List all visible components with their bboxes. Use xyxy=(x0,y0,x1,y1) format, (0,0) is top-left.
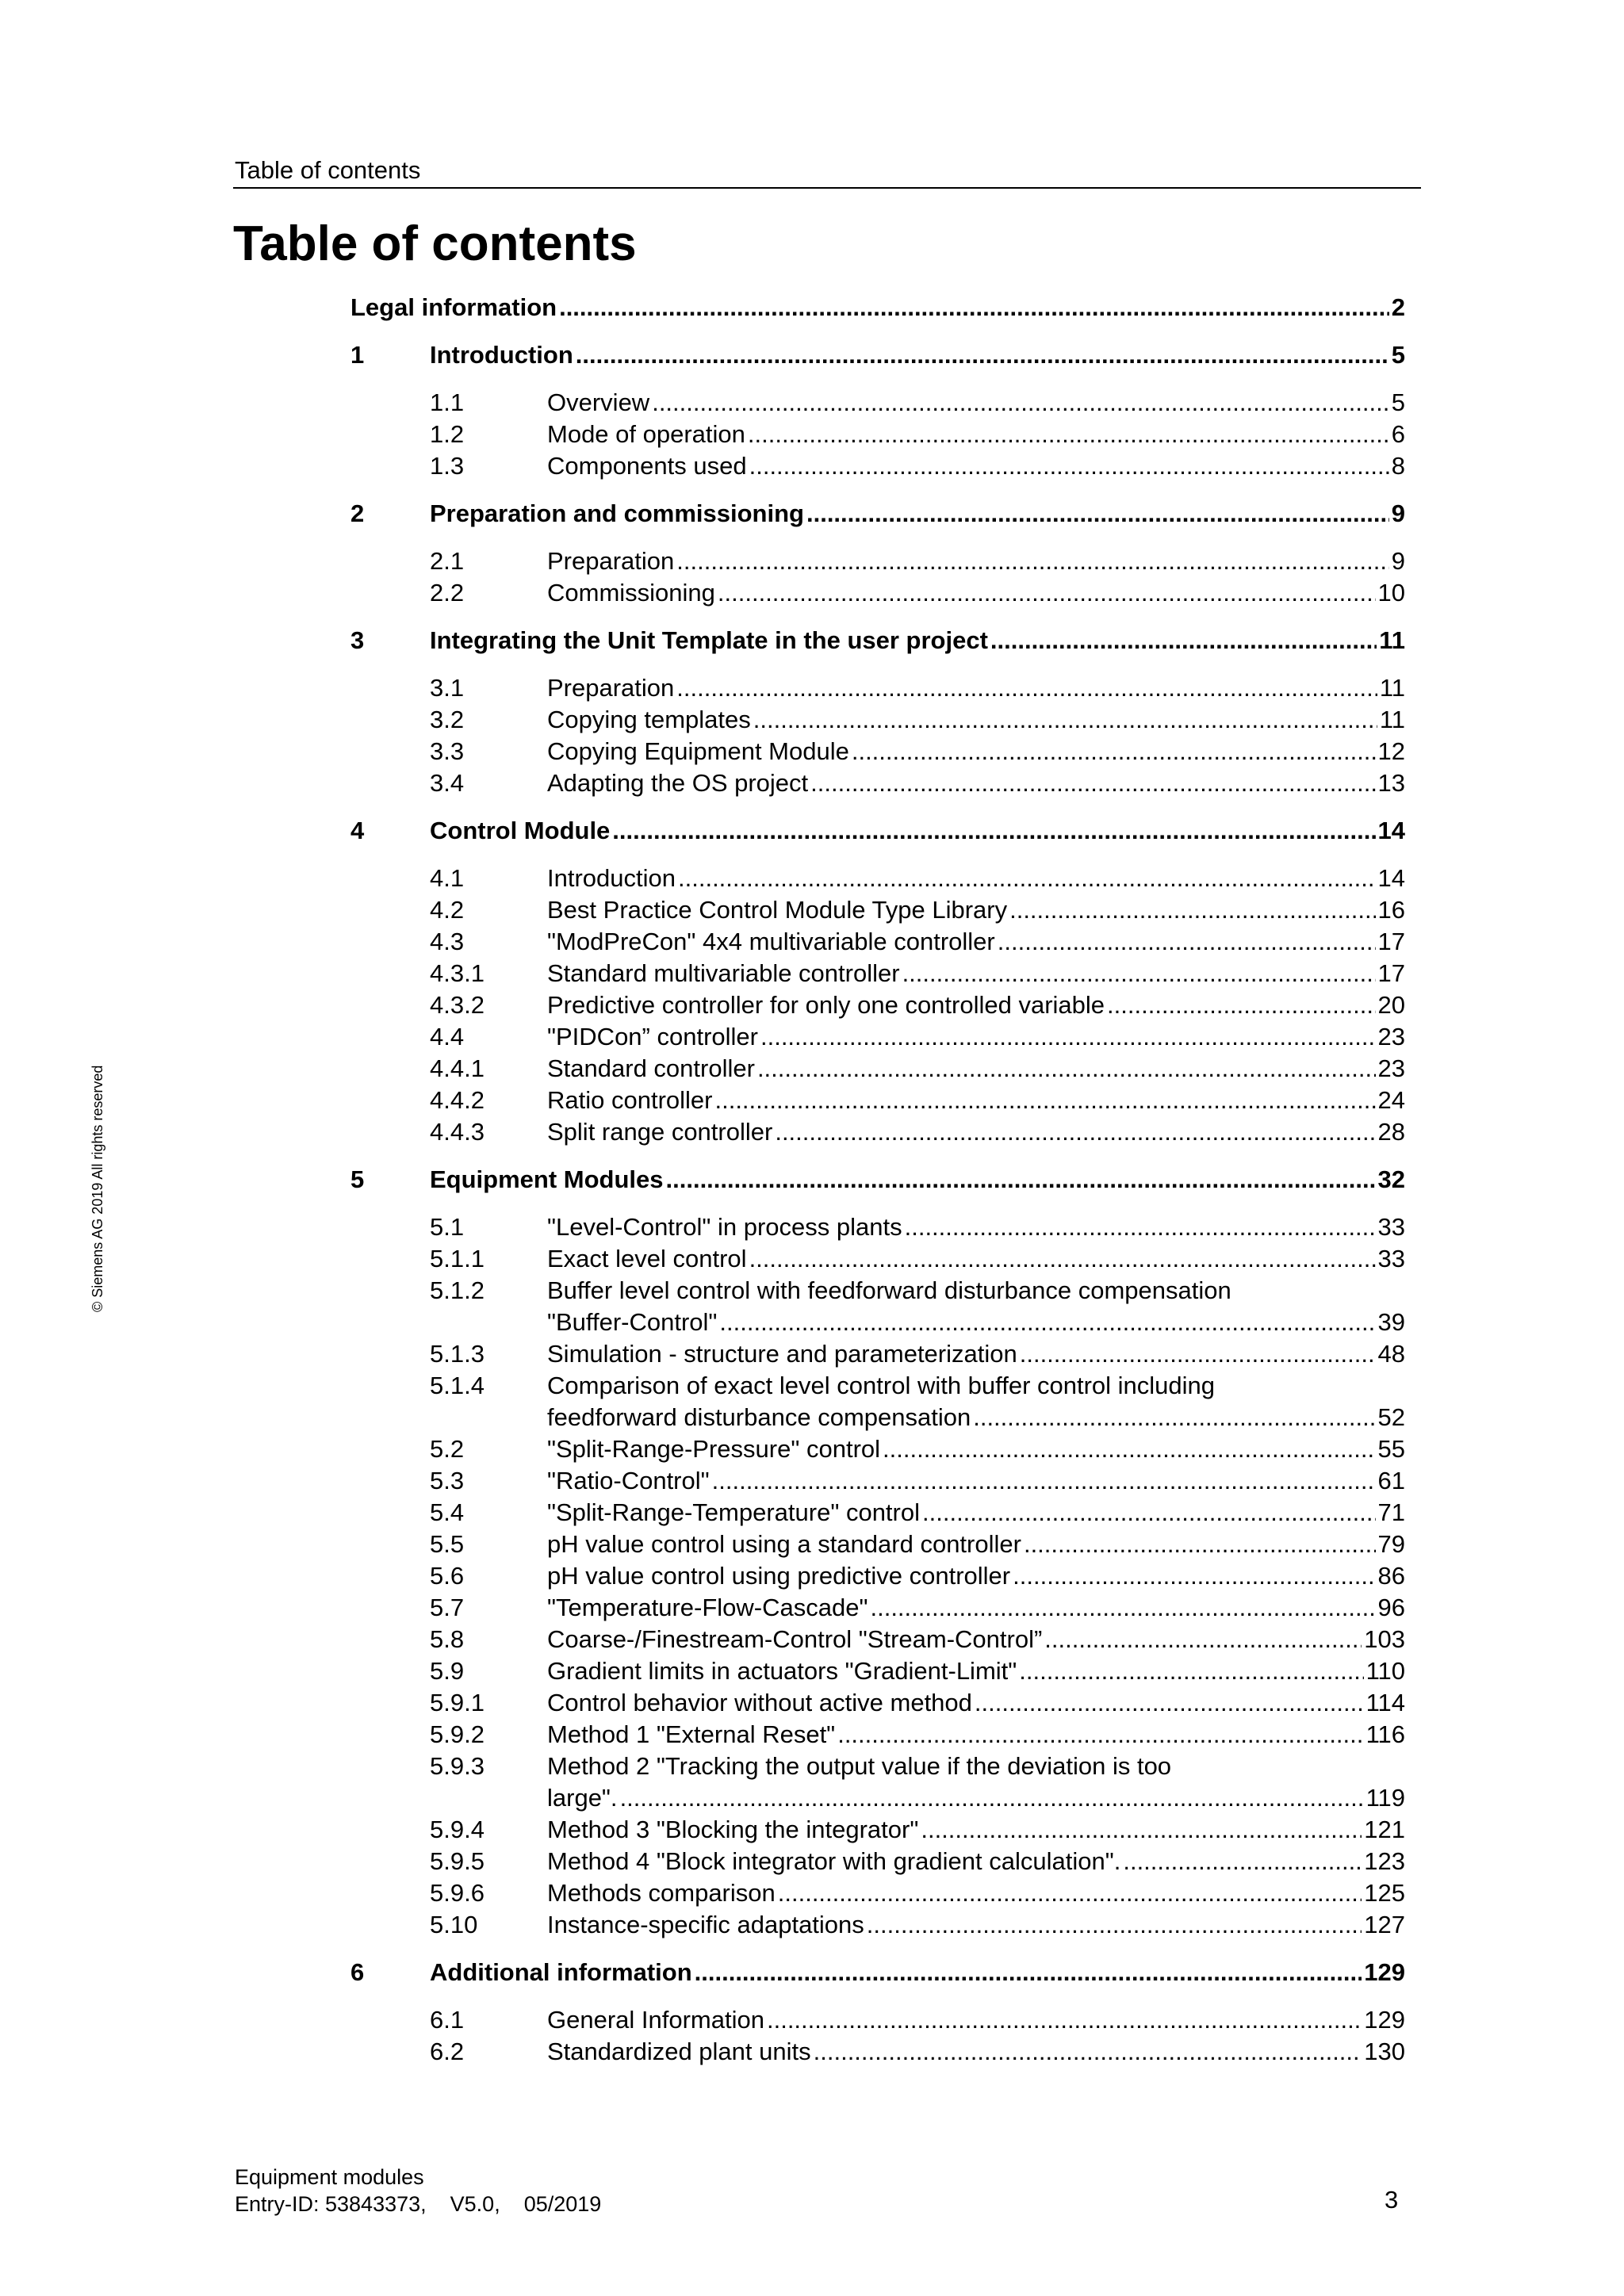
toc-section[interactable] xyxy=(350,1053,1405,1085)
toc-section-number: 4.4.2 xyxy=(430,1086,485,1114)
toc-section-page: 52 xyxy=(1377,1403,1405,1431)
toc-chapter-title: Integrating the Unit Template in the user project xyxy=(430,626,988,654)
toc-section-page: 48 xyxy=(1377,1340,1405,1368)
toc-section-number: 5.4 xyxy=(430,1498,465,1526)
toc-section-number: 4.2 xyxy=(430,896,465,924)
toc-section[interactable] xyxy=(350,1877,1405,1909)
toc-section-page: 9 xyxy=(1391,547,1405,575)
toc-section-title-cont: feedforward disturbance compensation xyxy=(547,1403,971,1431)
toc-chapter-number: 2 xyxy=(350,499,365,527)
toc-section-title: "PIDCon” controller xyxy=(547,1023,758,1050)
toc-chapter-title: Preparation and commissioning xyxy=(430,499,804,527)
toc-section-page: 17 xyxy=(1377,959,1405,987)
toc-section-title: pH value control using a standard controller xyxy=(547,1530,1021,1558)
toc-section[interactable] xyxy=(350,1497,1405,1529)
toc-section-number: 5.9.6 xyxy=(430,1879,485,1907)
toc-section-page: 6 xyxy=(1391,420,1405,448)
toc-section-page: 119 xyxy=(1365,1784,1405,1812)
toc-section-number: 5.10 xyxy=(430,1911,478,1938)
toc-section-number: 5.1 xyxy=(430,1213,465,1241)
toc-entry-page: 2 xyxy=(1391,293,1405,321)
toc-section[interactable] xyxy=(350,1687,1405,1719)
toc-section-title: "ModPreCon" 4x4 multivariable controller xyxy=(547,928,995,955)
toc-chapter-page: 32 xyxy=(1377,1165,1405,1193)
toc-section-title: Best Practice Control Module Type Library xyxy=(547,896,1008,924)
toc-section[interactable] xyxy=(350,863,1405,894)
toc-section[interactable] xyxy=(350,1560,1405,1592)
toc-section-page: 11 xyxy=(1379,674,1405,702)
toc-section-number: 5.9.2 xyxy=(430,1720,485,1748)
toc-section[interactable] xyxy=(350,1243,1405,1275)
toc-section-page: 96 xyxy=(1377,1594,1405,1621)
toc-chapter[interactable] xyxy=(350,339,1405,371)
toc-section[interactable] xyxy=(350,1433,1405,1465)
toc-chapter[interactable] xyxy=(350,1164,1405,1196)
toc-section-title: General Information xyxy=(547,2006,764,2034)
toc-section[interactable] xyxy=(350,1655,1405,1687)
toc-chapter-title: Equipment Modules xyxy=(430,1165,664,1193)
toc-section-page: 39 xyxy=(1377,1308,1405,1336)
toc-section-page: 23 xyxy=(1377,1054,1405,1082)
toc-section[interactable] xyxy=(350,1814,1405,1846)
toc-section-title: Components used xyxy=(547,452,747,480)
toc-section-title: Comparison of exact level control with buffer control including xyxy=(547,1372,1216,1399)
toc-section-title: Method 2 "Tracking the output value if the deviation is too xyxy=(547,1752,1172,1780)
toc-section-title: Preparation xyxy=(547,674,675,702)
toc-section-number: 4.1 xyxy=(430,864,465,892)
toc-section-number: 1.1 xyxy=(430,388,465,416)
toc-section-title: "Split-Range-Temperature" control xyxy=(547,1498,920,1526)
toc-section[interactable] xyxy=(350,1465,1405,1497)
toc-section[interactable] xyxy=(350,1370,1405,1433)
toc-section-title: "Temperature-Flow-Cascade" xyxy=(547,1594,868,1621)
toc-section-number: 3.3 xyxy=(430,737,465,765)
toc-section-number: 3.1 xyxy=(430,674,465,702)
toc-section[interactable] xyxy=(350,894,1405,926)
toc-section[interactable] xyxy=(350,545,1405,577)
toc-section[interactable] xyxy=(350,1116,1405,1148)
toc-section-number: 2.1 xyxy=(430,547,465,575)
page-title: Table of contents xyxy=(233,216,637,271)
toc-chapter-title: Introduction xyxy=(430,341,573,369)
toc-section[interactable] xyxy=(350,1624,1405,1655)
toc-section-title: Standardized plant units xyxy=(547,2038,811,2065)
toc-section[interactable] xyxy=(350,1338,1405,1370)
toc-section-title: "Level-Control" in process plants xyxy=(547,1213,902,1241)
toc-section-number: 4.3.1 xyxy=(430,959,485,987)
toc-section[interactable] xyxy=(350,1592,1405,1624)
toc-section-number: 5.2 xyxy=(430,1435,465,1463)
toc-section[interactable] xyxy=(350,958,1405,989)
toc-section-title-cont: large". xyxy=(547,1784,618,1812)
toc-section-page: 11 xyxy=(1379,706,1405,733)
toc-chapter-page: 14 xyxy=(1377,817,1405,844)
toc-section-number: 2.2 xyxy=(430,579,465,607)
toc-section[interactable] xyxy=(350,1211,1405,1243)
toc-section[interactable] xyxy=(350,1719,1405,1751)
toc-section-page: 121 xyxy=(1364,1816,1405,1843)
toc-section-title: Copying Equipment Module xyxy=(547,737,849,765)
toc-section-page: 12 xyxy=(1377,737,1405,765)
toc-section-page: 20 xyxy=(1377,991,1405,1019)
toc-section[interactable] xyxy=(350,1021,1405,1053)
toc-section-number: 5.3 xyxy=(430,1467,465,1494)
toc-section-title: Simulation - structure and parameterization xyxy=(547,1340,1017,1368)
toc-section-title: Buffer level control with feedforward disturbance compensation xyxy=(547,1276,1231,1304)
toc-section-page: 55 xyxy=(1377,1435,1405,1463)
toc-section-page: 71 xyxy=(1377,1498,1405,1526)
toc-section-page: 129 xyxy=(1364,2006,1405,2034)
toc-section-number: 4.4.3 xyxy=(430,1118,485,1146)
toc-section[interactable] xyxy=(350,450,1405,482)
toc-section-title: Control behavior without active method xyxy=(547,1689,972,1716)
toc-section-number: 5.1.2 xyxy=(430,1276,485,1304)
toc-section-page: 16 xyxy=(1377,896,1405,924)
toc-section-page: 14 xyxy=(1377,864,1405,892)
toc-section-page: 103 xyxy=(1364,1625,1405,1653)
toc-section[interactable] xyxy=(350,989,1405,1021)
toc-section-page: 127 xyxy=(1364,1911,1405,1938)
toc-section-number: 4.3.2 xyxy=(430,991,485,1019)
toc-section-page: 79 xyxy=(1377,1530,1405,1558)
toc-section-number: 6.1 xyxy=(430,2006,465,2034)
toc-chapter-page: 129 xyxy=(1364,1958,1405,1986)
toc-chapter-number: 3 xyxy=(350,626,365,654)
toc-section-number: 5.9.5 xyxy=(430,1847,485,1875)
toc-section[interactable] xyxy=(350,2036,1405,2068)
toc-section-page: 130 xyxy=(1364,2038,1405,2065)
toc-chapter-number: 4 xyxy=(350,817,365,844)
toc-section-number: 1.2 xyxy=(430,420,465,448)
toc-section-number: 3.2 xyxy=(430,706,465,733)
toc-section-page: 61 xyxy=(1377,1467,1405,1494)
toc-section-title: Predictive controller for only one controlled variable xyxy=(547,991,1105,1019)
toc-section-number: 5.1.3 xyxy=(430,1340,485,1368)
toc-section-title: Methods comparison xyxy=(547,1879,776,1907)
toc-section[interactable] xyxy=(350,1909,1405,1941)
toc-section-page: 86 xyxy=(1377,1562,1405,1590)
toc-chapter-number: 1 xyxy=(350,341,365,369)
toc-section-title: Instance-specific adaptations xyxy=(547,1911,864,1938)
toc-section-page: 23 xyxy=(1377,1023,1405,1050)
toc-section-number: 3.4 xyxy=(430,769,465,797)
toc-section-number: 4.3 xyxy=(430,928,465,955)
toc-section-title: Method 3 "Blocking the integrator" xyxy=(547,1816,919,1843)
toc-section-title: pH value control using predictive controller xyxy=(547,1562,1011,1590)
toc-section[interactable] xyxy=(350,577,1405,609)
toc-section-number: 5.6 xyxy=(430,1562,465,1590)
toc-chapter-title: Control Module xyxy=(430,817,611,844)
toc-section[interactable] xyxy=(350,1275,1405,1338)
toc-entry[interactable] xyxy=(350,292,1405,323)
toc-chapter-number: 5 xyxy=(350,1165,365,1193)
toc-section-page: 28 xyxy=(1377,1118,1405,1146)
toc-chapter[interactable] xyxy=(350,1957,1405,1988)
toc-section[interactable] xyxy=(350,704,1405,736)
toc-section-title: Ratio controller xyxy=(547,1086,713,1114)
toc-section-page: 17 xyxy=(1377,928,1405,955)
toc-section[interactable] xyxy=(350,2004,1405,2036)
toc-section-title: Gradient limits in actuators "Gradient-Limit" xyxy=(547,1657,1017,1685)
toc-entry-title: Legal information xyxy=(350,293,557,321)
toc-section-title: Standard controller xyxy=(547,1054,755,1082)
toc-section-title: Adapting the OS project xyxy=(547,769,809,797)
toc-section-page: 10 xyxy=(1377,579,1405,607)
toc-chapter-title: Additional information xyxy=(430,1958,692,1986)
page-number: 3 xyxy=(1385,2186,1399,2214)
toc-chapter-page: 9 xyxy=(1391,499,1405,527)
toc-section-page: 5 xyxy=(1391,388,1405,416)
toc-section-number: 1.3 xyxy=(430,452,465,480)
toc-section-page: 125 xyxy=(1364,1879,1405,1907)
toc-section[interactable] xyxy=(350,926,1405,958)
toc-section[interactable] xyxy=(350,1529,1405,1560)
toc-chapter-page: 11 xyxy=(1379,626,1405,654)
toc-section-title-cont: "Buffer-Control" xyxy=(547,1308,718,1336)
toc-section-title: Mode of operation xyxy=(547,420,745,448)
toc-section-title: Split range controller xyxy=(547,1118,773,1146)
toc-section-number: 5.9.1 xyxy=(430,1689,485,1716)
toc-section[interactable] xyxy=(350,419,1405,450)
toc-section-title: Preparation xyxy=(547,547,675,575)
toc-section-page: 123 xyxy=(1364,1847,1405,1875)
toc-section-number: 5.1.1 xyxy=(430,1245,485,1272)
toc-section[interactable] xyxy=(350,1085,1405,1116)
toc-section-number: 5.9 xyxy=(430,1657,465,1685)
toc-section-page: 33 xyxy=(1377,1213,1405,1241)
toc-section-title: Exact level control xyxy=(547,1245,747,1272)
toc-section-title: Coarse-/Finestream-Control "Stream-Control” xyxy=(547,1625,1043,1653)
toc-section-title: Method 4 "Block integrator with gradient calculation". xyxy=(547,1847,1121,1875)
footer-entry-id: Entry-ID: 53843373, V5.0, 05/2019 xyxy=(235,2192,602,2216)
toc-section-number: 5.8 xyxy=(430,1625,465,1653)
toc-section-title: Copying templates xyxy=(547,706,751,733)
toc-section-title: "Ratio-Control" xyxy=(547,1467,710,1494)
toc-section-number: 5.5 xyxy=(430,1530,465,1558)
toc-section-page: 110 xyxy=(1365,1657,1405,1685)
toc-section-title: "Split-Range-Pressure" control xyxy=(547,1435,881,1463)
toc-section-page: 116 xyxy=(1365,1720,1405,1748)
toc-section-number: 6.2 xyxy=(430,2038,465,2065)
toc-section-page: 8 xyxy=(1391,452,1405,480)
toc-section[interactable] xyxy=(350,1846,1405,1877)
toc-section-page: 33 xyxy=(1377,1245,1405,1272)
toc-section-title: Introduction xyxy=(547,864,676,892)
running-header: Table of contents xyxy=(235,156,421,184)
toc-chapter-page: 5 xyxy=(1391,341,1405,369)
toc-section-number: 4.4.1 xyxy=(430,1054,485,1082)
toc-section[interactable] xyxy=(350,767,1405,799)
toc-section-page: 114 xyxy=(1365,1689,1405,1716)
toc-chapter[interactable] xyxy=(350,498,1405,530)
toc-section[interactable] xyxy=(350,672,1405,704)
toc-section-title: Commissioning xyxy=(547,579,715,607)
toc-section-page: 24 xyxy=(1377,1086,1405,1114)
header-divider xyxy=(233,187,1421,189)
toc-chapter-number: 6 xyxy=(350,1958,365,1986)
toc-section-title: Overview xyxy=(547,388,650,416)
toc-section-number: 4.4 xyxy=(430,1023,465,1050)
toc-chapter[interactable] xyxy=(350,815,1405,847)
toc-section[interactable] xyxy=(350,1751,1405,1814)
toc-section-number: 5.7 xyxy=(430,1594,465,1621)
footer-document-title: Equipment modules xyxy=(235,2165,424,2189)
copyright-note: © Siemens AG 2019 All rights reserved xyxy=(90,1065,105,1312)
toc-section-page: 13 xyxy=(1377,769,1405,797)
toc-section-title: Standard multivariable controller xyxy=(547,959,900,987)
table-of-contents xyxy=(350,292,1405,2068)
toc-section-number: 5.9.4 xyxy=(430,1816,485,1843)
toc-section[interactable] xyxy=(350,736,1405,767)
toc-section[interactable] xyxy=(350,387,1405,419)
toc-section-number: 5.9.3 xyxy=(430,1752,485,1780)
toc-section-title: Method 1 "External Reset" xyxy=(547,1720,836,1748)
toc-chapter[interactable] xyxy=(350,625,1405,656)
toc-section-number: 5.1.4 xyxy=(430,1372,485,1399)
